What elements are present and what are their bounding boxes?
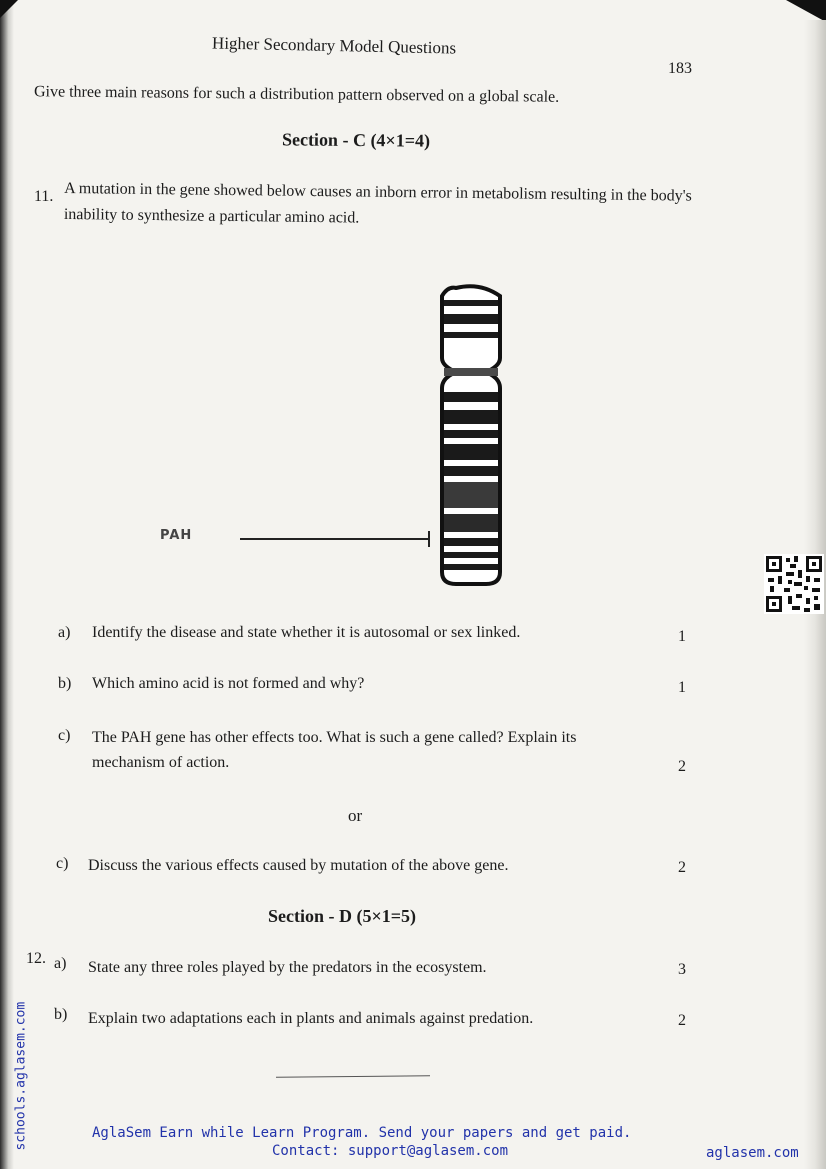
end-rule — [276, 1075, 430, 1078]
page-binding-shadow — [0, 0, 14, 1169]
page-corner-top-left — [0, 0, 18, 18]
section-d-heading: Section - D (5×1=5) — [268, 906, 416, 926]
side-watermark: schools.aglasem.com — [13, 1001, 29, 1151]
part-b-marks: 1 — [678, 679, 686, 696]
chromosome-diagram — [420, 282, 510, 588]
question-12-number: 12. — [26, 950, 46, 967]
q12-part-b-text: Explain two adaptations each in plants and animals against predation. — [88, 1010, 534, 1027]
question-11-text: A mutation in the gene showed below causes an inborn error in metabolism resulting in the body's inability to synthesize a particular amino acid. — [63, 179, 692, 227]
part-b-text: Which amino acid is not formed and why? — [92, 675, 365, 692]
part-a-text: Identify the disease and state whether it is autosomal or sex linked. — [92, 624, 521, 641]
part-c-label: c) — [58, 727, 71, 744]
q12-part-a-marks: 3 — [678, 961, 686, 978]
part-a-label: a) — [58, 624, 71, 641]
qr-code — [764, 554, 824, 614]
part-c-marks: 2 — [678, 758, 686, 775]
q12-part-a-text: State any three roles played by the predators in the ecosystem. — [88, 959, 487, 976]
part-c-text-line1: The PAH gene has other effects too. What is such a gene called? Explain its — [92, 729, 577, 746]
footer-site-link[interactable]: aglasem.com — [706, 1145, 799, 1161]
alt-part-c-label: c) — [56, 855, 69, 872]
gene-pointer-tick — [428, 531, 430, 547]
question-11-number: 11. — [34, 188, 54, 205]
q12-part-b-marks: 2 — [678, 1012, 686, 1029]
q12-part-b-label: b) — [54, 1006, 68, 1023]
alt-part-c-marks: 2 — [678, 859, 686, 876]
gene-pointer-line — [240, 538, 428, 540]
or-separator: or — [348, 806, 363, 825]
footer-promo-line: AglaSem Earn while Learn Program. Send your papers and get paid. — [92, 1125, 632, 1141]
alt-part-c-text: Discuss the various effects caused by mutation of the above gene. — [88, 857, 509, 874]
intro-line: Give three main reasons for such a distribution pattern observed on a global scale. — [33, 83, 560, 106]
header-title: Higher Secondary Model Questions — [211, 33, 457, 58]
footer-contact-line: Contact: support@aglasem.com — [272, 1143, 509, 1159]
gene-label-pah: PAH — [160, 528, 193, 543]
part-b-label: b) — [58, 675, 72, 692]
part-c-text-line2: mechanism of action. — [92, 754, 230, 771]
q12-part-a-label: a) — [54, 955, 67, 972]
section-c-heading: Section - C (4×1=4) — [281, 129, 431, 151]
part-a-marks: 1 — [678, 628, 686, 645]
page-corner-top-right — [786, 0, 826, 22]
page-number: 183 — [668, 60, 692, 77]
